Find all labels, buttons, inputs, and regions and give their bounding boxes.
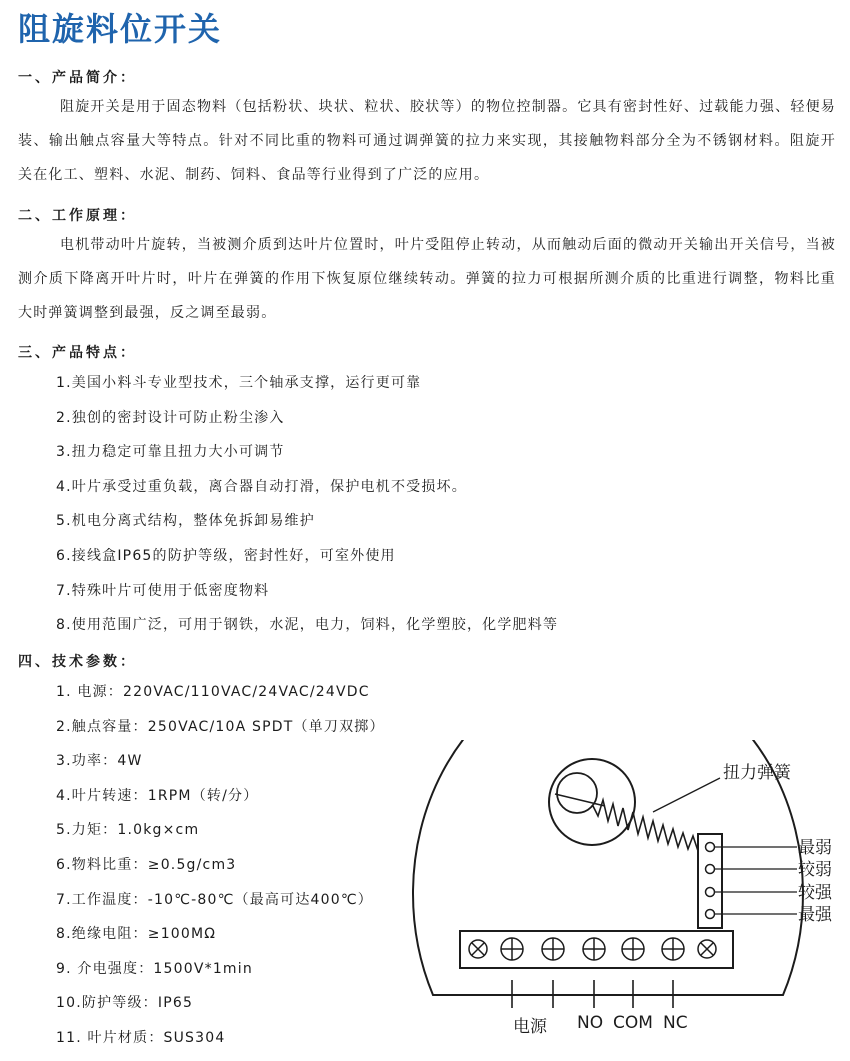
section-heading-features: 三、产品特点： [18, 345, 137, 361]
spring-hub-inner [557, 773, 597, 813]
level-label-strongest: 最强 [798, 905, 832, 925]
terminal-label-power: 电源 [513, 1017, 547, 1037]
page-title: 阻旋料位开关 [18, 10, 223, 48]
list-item: 11. 叶片材质：SUS304 [56, 1029, 226, 1046]
list-item: 3.扭力稳定可靠且扭力大小可调节 [56, 444, 285, 461]
terminal-screw-icon [583, 938, 605, 960]
terminal-screw-icon [542, 938, 564, 960]
hole-icon [706, 865, 715, 874]
terminal-screw-icon [622, 938, 644, 960]
list-item: 8.绝缘电阻：≥100MΩ [56, 926, 217, 943]
list-item: 9. 介电强度：1500V*1min [56, 960, 253, 977]
list-item: 7.特殊叶片可使用于低密度物料 [56, 582, 270, 599]
list-item: 1. 电源：220VAC/110VAC/24VAC/24VDC [56, 684, 370, 700]
spring-hub-outer [549, 759, 635, 845]
terminal-screw-x-icon [698, 940, 716, 958]
terminal-screw-icon [662, 938, 684, 960]
hole-icon [706, 843, 715, 852]
level-label-weaker: 较弱 [798, 860, 832, 880]
list-item: 8.使用范围广泛，可用于钢铁，水泥，电力，饲料，化学塑胶，化学肥料等 [56, 617, 559, 634]
wiring-diagram [405, 740, 845, 1050]
features-list [56, 371, 558, 648]
list-item: 5.机电分离式结构，整体免拆卸易维护 [56, 513, 315, 530]
list-item: 2.独创的密封设计可防止粉尘渗入 [56, 409, 285, 426]
list-item: 7.工作温度：-10℃-80℃（最高可达400℃） [56, 891, 373, 908]
list-item: 10.防护等级：IP65 [56, 995, 194, 1012]
list-item: 4.叶片承受过重负载，离合器自动打滑，保护电机不受损坏。 [56, 478, 467, 495]
section-heading-principle: 二、工作原理： [18, 208, 137, 224]
level-label-stronger: 较强 [798, 883, 832, 903]
list-item: 5.力矩：1.0kg×cm [56, 822, 200, 839]
list-item: 2.触点容量：250VAC/10A SPDT（单刀双掷） [56, 718, 385, 735]
hole-icon [706, 910, 715, 919]
list-item: 6.接线盒IP65的防护等级，密封性好，可室外使用 [56, 547, 396, 564]
list-item: 4.叶片转速：1RPM（转/分） [56, 787, 259, 804]
level-label-weakest: 最弱 [798, 838, 832, 858]
spring-icon [593, 800, 705, 851]
section-heading-intro: 一、产品简介： [18, 70, 137, 86]
list-item: 1.美国小料斗专业型技术，三个轴承支撑，运行更可靠 [56, 375, 422, 391]
terminal-label-nc: NC [663, 1013, 688, 1033]
specs-list [56, 680, 385, 1061]
list-item: 3.功率：4W [56, 753, 143, 770]
principle-paragraph: 电机带动叶片旋转，当被测介质到达叶片位置时，叶片受阻停止转动，从而触动后面的微动开关输出开关信号，当被测介质下降离开叶片时，叶片在弹簧的作用下恢复原位继续转动。弹簧的拉力可根据所测介质的比重进行调整，物料比重大时弹簧调整到最强，反之调至最弱。 [18, 237, 836, 321]
terminal-screw-icon [501, 938, 523, 960]
terminal-label-com: COM [613, 1013, 653, 1033]
list-item: 6.物料比重：≥0.5g/cm3 [56, 856, 237, 873]
hole-icon [706, 888, 715, 897]
terminal-label-no: NO [577, 1013, 604, 1033]
spring-label: 扭力弹簧 [723, 763, 791, 783]
spring-leader [653, 778, 720, 812]
section-heading-specs: 四、技术参数： [18, 654, 137, 670]
terminal-screw-x-icon [469, 940, 487, 958]
intro-paragraph: 阻旋开关是用于固态物料（包括粉状、块状、粒状、胶状等）的物位控制器。它具有密封性好、过载能力强、轻便易装、输出触点容量大等特点。针对不同比重的物料可通过调弹簧的拉力来实现，其接触物料部分全为不锈钢材料。阻旋开关在化工、塑料、水泥、制药、饲料、食品等行业得到了广泛的应用。 [18, 99, 836, 183]
